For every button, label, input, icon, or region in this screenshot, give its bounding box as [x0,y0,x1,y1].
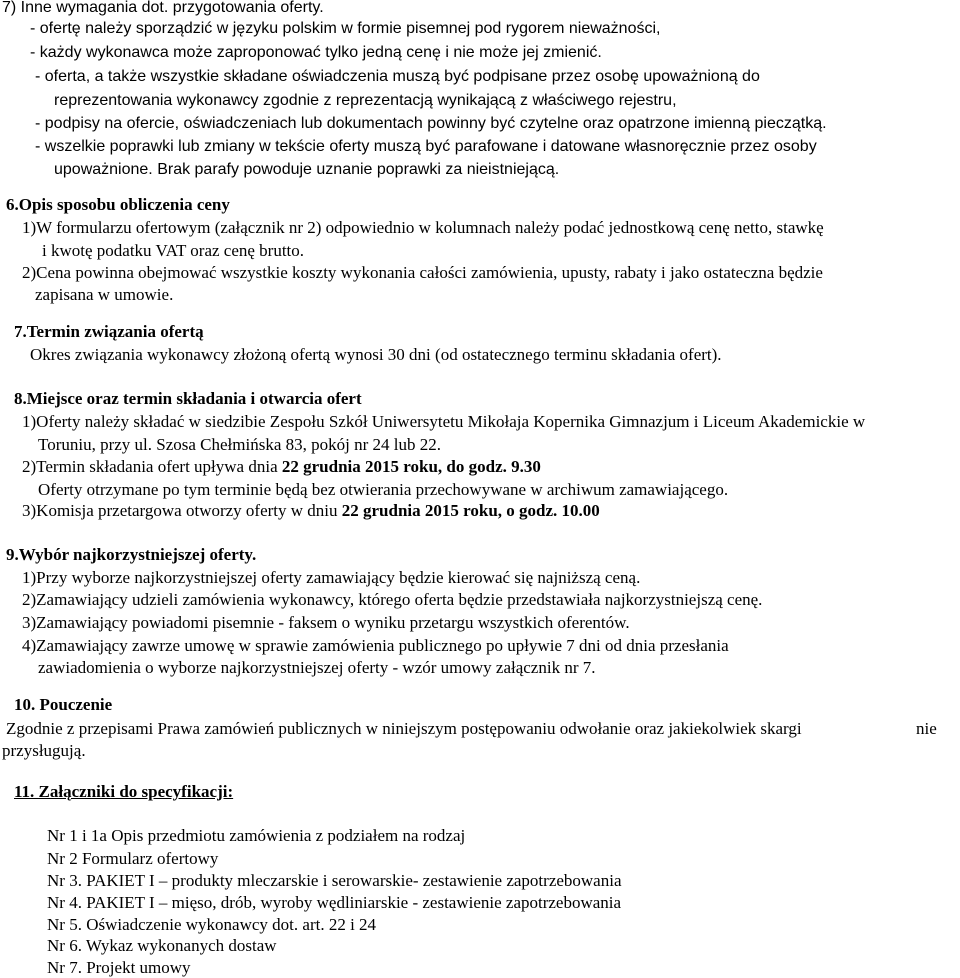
attachment-item: Nr 7. Projekt umowy [47,958,191,977]
s8-line-3: 2)Termin składania ofert upływa dnia 22 grudnia 2015 roku, do godz. 9.30 [22,457,541,476]
s6-line-4: zapisana w umowie. [35,285,174,304]
attachment-item: Nr 3. PAKIET I – produkty mleczarskie i serowarskie- zestawienie zapotrzebowania [47,871,622,890]
section-10-heading: 10. Pouczenie [14,695,113,714]
s7-line-5: - podpisy na ofercie, oświadczeniach lub dokumentach powinny być czytelne oraz opatrzone imienną pieczątką. [35,115,827,132]
section-8-heading: 8.Miejsce oraz termin składania i otwarcia ofert [14,389,362,408]
s6-line-1: 1)W formularzu ofertowym (załącznik nr 2) odpowiednio w kolumnach należy podać jednostkową cenę netto, stawkę [22,218,824,237]
s6-line-2: i kwotę podatku VAT oraz cenę brutto. [42,241,305,260]
s7b-line-1: Okres związania wykonawcy złożoną ofertą wynosi 30 dni (od ostatecznego terminu składania ofert). [30,345,722,364]
s9-line-2: 2)Zamawiający udzieli zamówienia wykonawcy, którego oferta będzie przedstawiała najkorzystniejszą cenę. [22,590,763,609]
section-7-heading: 7) Inne wymagania dot. przygotowania oferty. [2,0,324,16]
s8-line-1: 1)Oferty należy składać w siedzibie Zespołu Szkół Uniwersytetu Mikołaja Kopernika Gimnazjum i Liceum Akademickie w [22,412,866,431]
s7-line-2: - każdy wykonawca może zaproponować tylko jedną cenę i nie może jej zmienić. [30,44,602,61]
attachment-item: Nr 4. PAKIET I – mięso, drób, wyroby wędliniarskie - zestawienie zapotrzebowania [47,893,622,912]
s7-line-3: - oferta, a także wszystkie składane oświadczenia muszą być podpisane przez osobę upoważnioną do [35,68,760,85]
s9-line-4: 4)Zamawiający zawrze umowę w sprawie zamówienia publicznego po upływie 7 dni od dnia przesłania [22,636,729,655]
attachment-item: Nr 1 i 1a Opis przedmiotu zamówienia z podziałem na rodzaj [47,826,466,845]
attachment-item: Nr 6. Wykaz wykonanych dostaw [47,936,277,955]
s8-line-4: Oferty otrzymane po tym terminie będą bez otwierania przechowywane w archiwum zamawiającego. [38,480,729,499]
s10-line-1: Zgodnie z przepisami Prawa zamówień publicznych w niniejszym postępowaniu odwołanie oraz jakiekolwiek skargi [6,719,802,738]
section-9-heading: 9.Wybór najkorzystniejszej oferty. [6,545,257,564]
s7-line-7: upoważnione. Brak parafy powoduje uznanie poprawki za nieistniejącą. [54,161,560,178]
section-7b-heading: 7.Termin związania ofertą [14,322,204,341]
s6-line-3: 2)Cena powinna obejmować wszystkie koszty wykonania całości zamówienia, upusty, rabaty i jako ostateczna będzie [22,263,823,282]
attachment-item: Nr 2 Formularz ofertowy [47,849,219,868]
s7-line-1: - ofertę należy sporządzić w języku polskim w formie pisemnej pod rygorem nieważności, [30,20,661,37]
s9-line-3: 3)Zamawiający powiadomi pisemnie - faksem o wyniku przetargu wszystkich oferentów. [22,613,630,632]
s8-opening-date: 22 grudnia 2015 roku, o godz. 10.00 [341,501,600,520]
s7-line-4: reprezentowania wykonawcy zgodnie z reprezentacją wynikającą z właściwego rejestru, [54,92,677,109]
attachment-item: Nr 5. Oświadczenie wykonawcy dot. art. 22 i 24 [47,915,377,934]
s8-deadline: 22 grudnia 2015 roku, do godz. 9.30 [281,457,541,476]
s10-line-1-end: nie [916,719,937,738]
s10-line-2: przysługują. [2,741,86,760]
s9-line-5: zawiadomienia o wyborze najkorzystniejszej oferty - wzór umowy załącznik nr 7. [38,658,596,677]
s9-line-1: 1)Przy wyborze najkorzystniejszej oferty zamawiający będzie kierować się najniższą ceną. [22,568,641,587]
s7-line-6: - wszelkie poprawki lub zmiany w tekście oferty muszą być parafowane i datowane własnoręcznie przez osoby [35,138,817,155]
s8-line-2: Toruniu, przy ul. Szosa Chełmińska 83, pokój nr 24 lub 22. [38,435,441,454]
section-6-heading: 6.Opis sposobu obliczenia ceny [6,195,230,214]
section-11-heading: 11. Załączniki do specyfikacji: [14,782,234,801]
s8-line-5: 3)Komisja przetargowa otworzy oferty w dniu 22 grudnia 2015 roku, o godz. 10.00 [22,501,600,520]
